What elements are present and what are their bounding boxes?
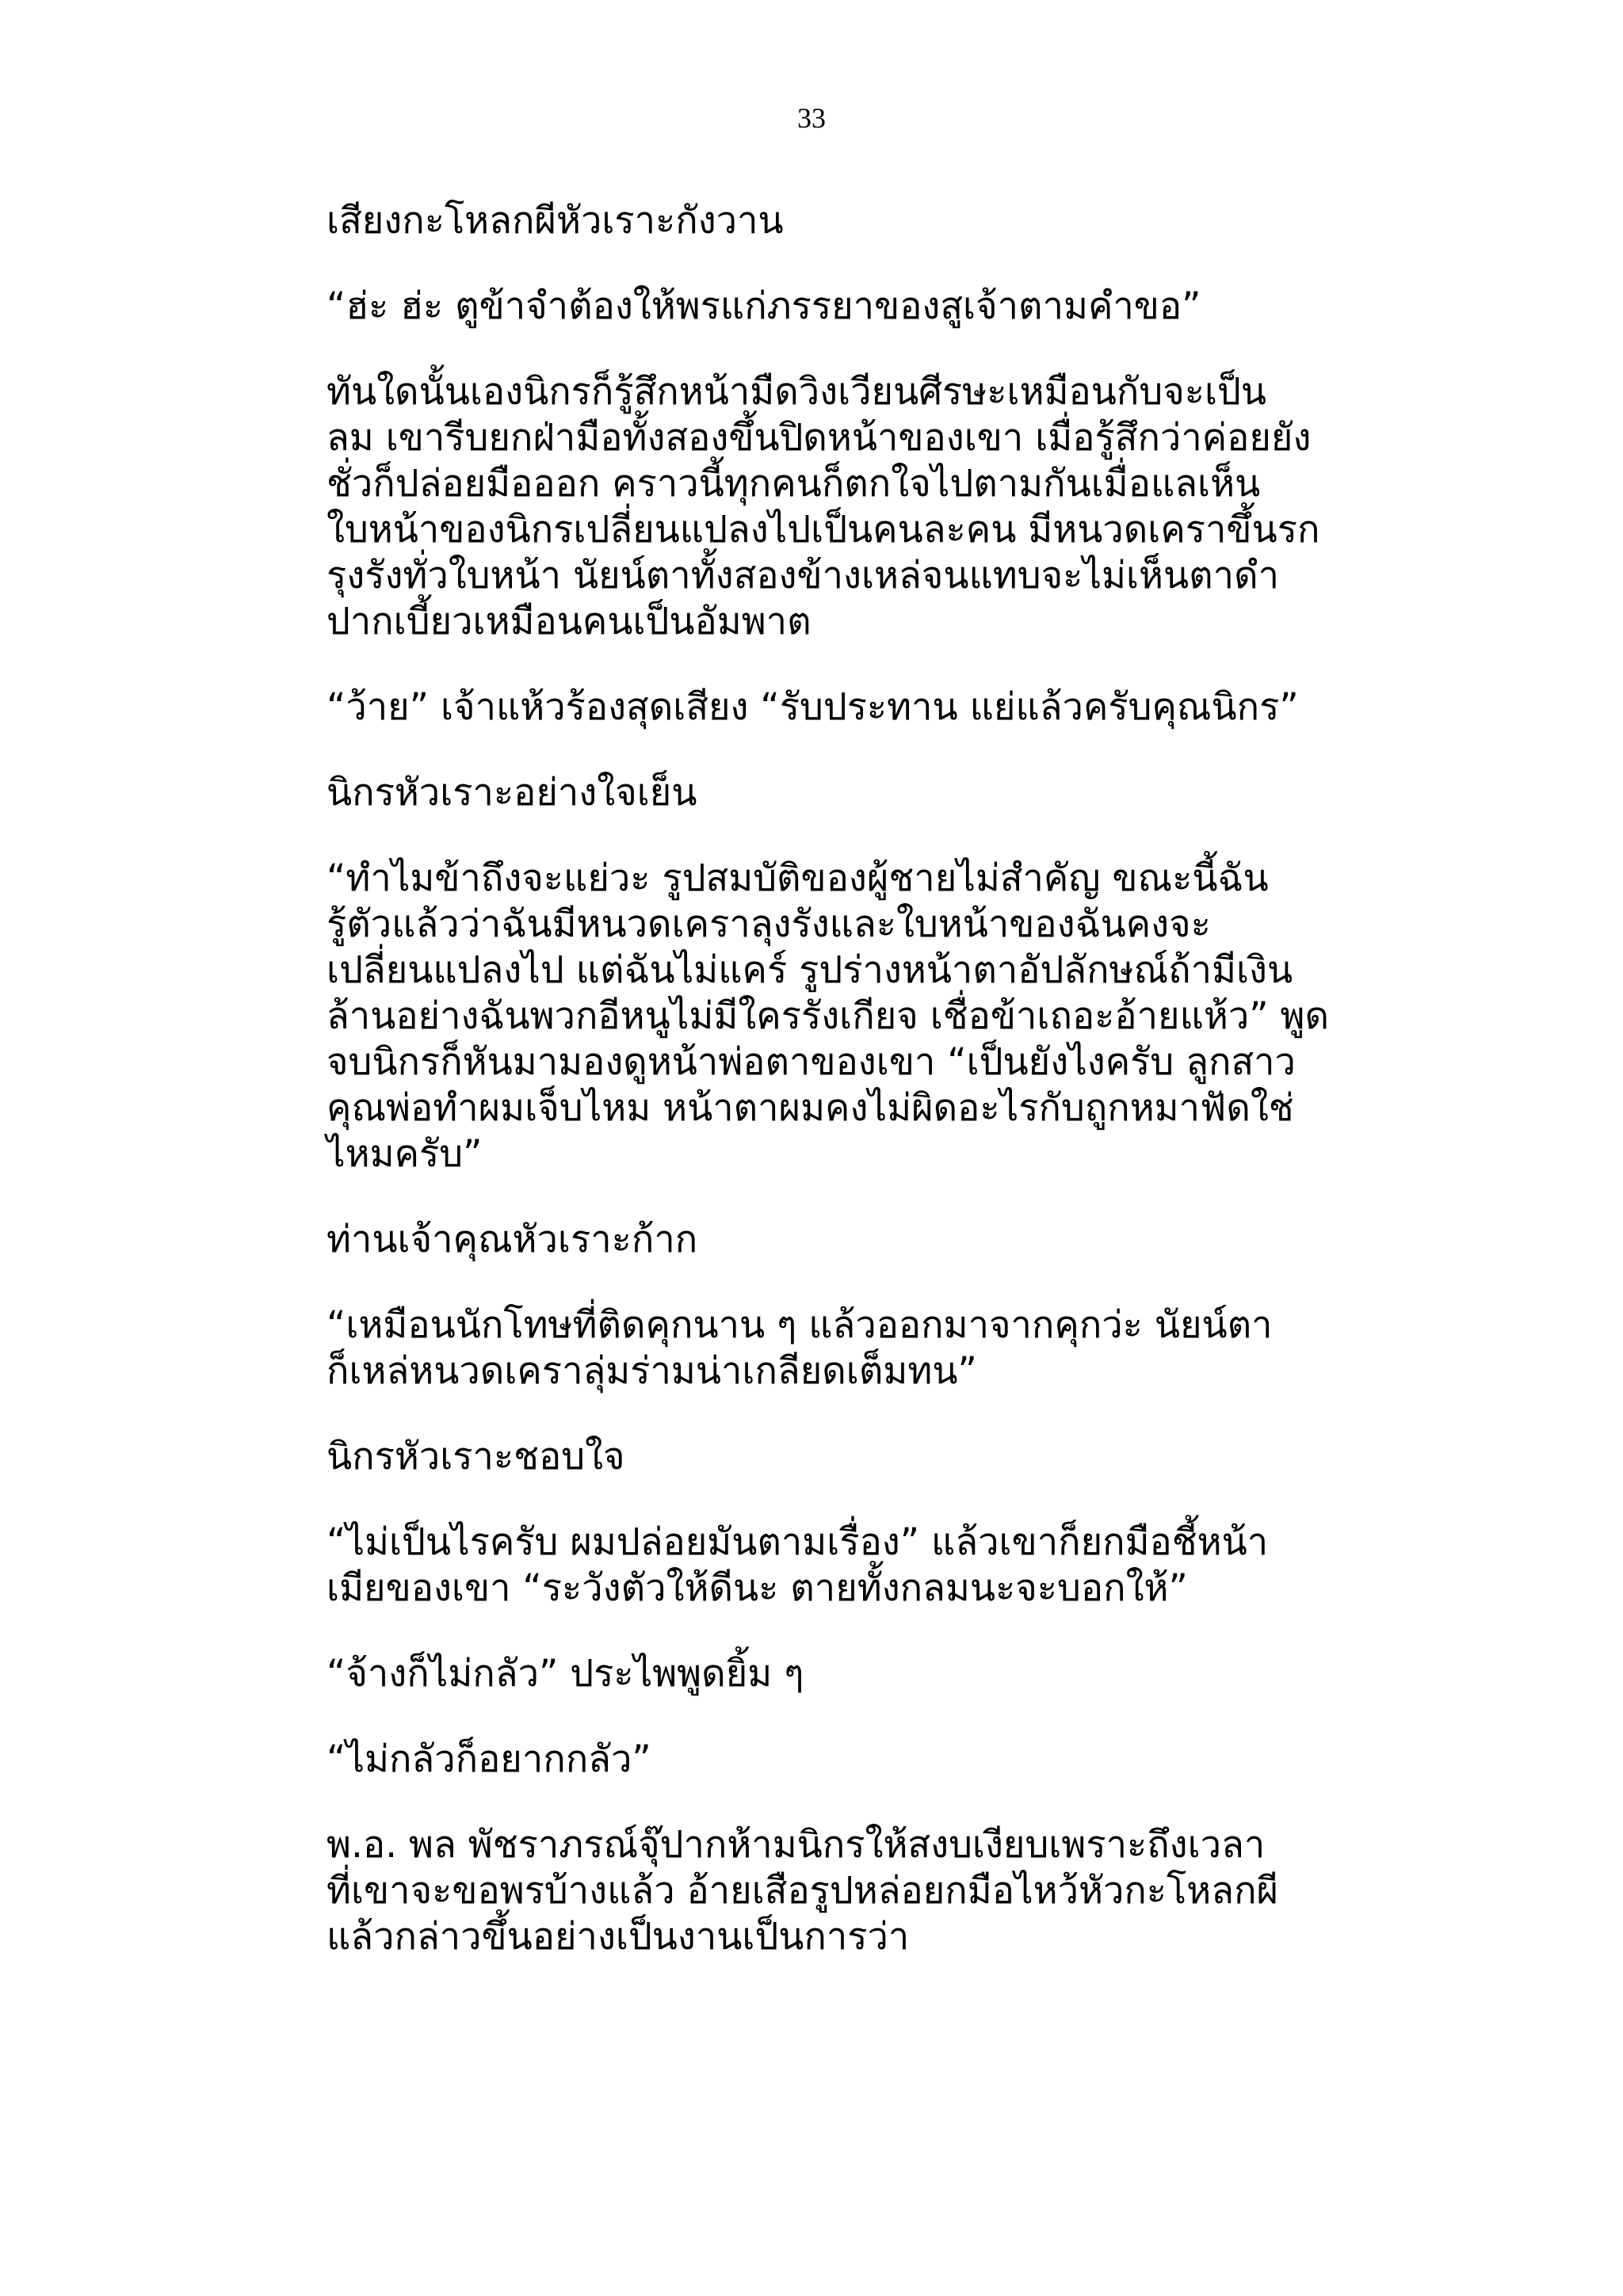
text-line: แล้วกล่าวขึ้นอย่างเป็นงานเป็นการว่า — [327, 1915, 910, 1958]
text-line: ลม เขารีบยกฝ่ามือทั้งสองขึ้นปิดหน้าของเขา เมื่อรู้สึกว่าค่อยยัง — [327, 416, 1312, 460]
paragraph — [250, 1302, 1384, 1394]
paragraph — [250, 1651, 1384, 1697]
text-line: นิกรหัวเราะอย่างใจเย็น — [327, 771, 697, 814]
text-line: “จ้างก็ไม่กลัว” ประไพพูดยิ้ม ๆ — [327, 1652, 804, 1695]
text-line: ไหมครับ” — [327, 1132, 483, 1176]
text-line: “ฮ่ะ ฮ่ะ ตูข้าจำต้องให้พรแก่ภรรยาของสูเจ้าตามคำขอ” — [327, 284, 1201, 328]
paragraph — [250, 369, 1384, 645]
paragraph — [250, 1737, 1384, 1783]
text-line: “ไม่กลัวก็อยากกลัว” — [327, 1737, 651, 1781]
text-line: ปากเบี้ยวเหมือนคนเป็นอัมพาต — [327, 600, 812, 643]
text-line: รู้ตัวแล้วว่าฉันมีหนวดเคราลุงรังและใบหน้าของฉันคงจะ — [327, 902, 1211, 946]
paragraph — [250, 284, 1384, 330]
text-line: “ทำไมข้าถึงจะแย่วะ รูปสมบัติของผู้ชายไม่สำคัญ ขณะนี้ฉัน — [327, 856, 1269, 900]
text-line: เสียงกะโหลกผีหัวเราะกังวาน — [327, 199, 784, 242]
text-line: จบนิกรก็หันมามองดูหน้าพ่อตาของเขา “เป็นยังไงครับ ลูกสาว — [327, 1040, 1296, 1084]
text-line: ใบหน้าของนิกรเปลี่ยนแปลงไปเป็นคนละคน มีหนวดเคราขึ้นรก — [327, 508, 1320, 551]
paragraph — [250, 198, 1384, 244]
paragraph — [250, 1520, 1384, 1611]
text-line: “ว้าย” เจ้าแห้วร้องสุดเสียง “รับประทาน แย่แล้วครับคุณนิกร” — [327, 685, 1299, 729]
paragraph — [250, 856, 1384, 1177]
text-line: เมียของเขา “ระวังตัวให้ดีนะ ตายทั้งกลมนะจะบอกให้” — [327, 1566, 1188, 1610]
text-line: “เหมือนนักโทษที่ติดคุกนาน ๆ แล้วออกมาจากคุกว่ะ นัยน์ตา — [327, 1303, 1273, 1347]
page-number: 33 — [797, 102, 826, 134]
text-line: นิกรหัวเราะชอบใจ — [327, 1435, 625, 1478]
paragraph — [250, 770, 1384, 816]
paragraph — [250, 1434, 1384, 1480]
paragraph — [250, 1822, 1384, 1960]
text-line: ท่านเจ้าคุณหัวเราะก้าก — [327, 1218, 698, 1261]
paragraph — [250, 1217, 1384, 1263]
text-line: ที่เขาจะขอพรบ้างแล้ว อ้ายเสือรูปหล่อยกมือไหว้หัวกะโหลกผี — [327, 1869, 1279, 1913]
body-text — [250, 198, 1384, 2000]
text-line: ทันใดนั้นเองนิกรก็รู้สึกหน้ามืดวิงเวียนศีรษะเหมือนกับจะเป็น — [327, 370, 1267, 414]
text-line: ก็เหล่หนวดเคราลุ่มร่ามน่าเกลียดเต็มทน” — [327, 1349, 977, 1393]
text-line: ชั่วก็ปล่อยมือออก คราวนี้ทุกคนก็ตกใจไปตามกันเมื่อแลเห็น — [327, 462, 1261, 505]
text-line: พ.อ. พล พัชราภรณ์จุ๊ปากห้ามนิกรให้สงบเงียบเพราะถึงเวลา — [327, 1823, 1266, 1867]
text-line: ล้านอย่างฉันพวกอีหนูไม่มีใครรังเกียจ เชื่อข้าเถอะอ้ายแห้ว” พูด — [327, 994, 1330, 1038]
paragraph — [250, 685, 1384, 730]
text-line: รุงรังทั่วใบหน้า นัยน์ตาทั้งสองข้างเหล่จนแทบจะไม่เห็นตาดำ — [327, 554, 1279, 597]
text-line: เปลี่ยนแปลงไป แต่ฉันไม่แคร์ รูปร่างหน้าตาอัปลักษณ์ถ้ามีเงิน — [327, 948, 1293, 992]
text-line: คุณพ่อทำผมเจ็บไหม หน้าตาผมคงไม่ผิดอะไรกับถูกหมาฟัดใช่ — [327, 1086, 1294, 1130]
text-line: “ไม่เป็นไรครับ ผมปล่อยมันตามเรื่อง” แล้วเขาก็ยกมือชี้หน้า — [327, 1520, 1269, 1564]
